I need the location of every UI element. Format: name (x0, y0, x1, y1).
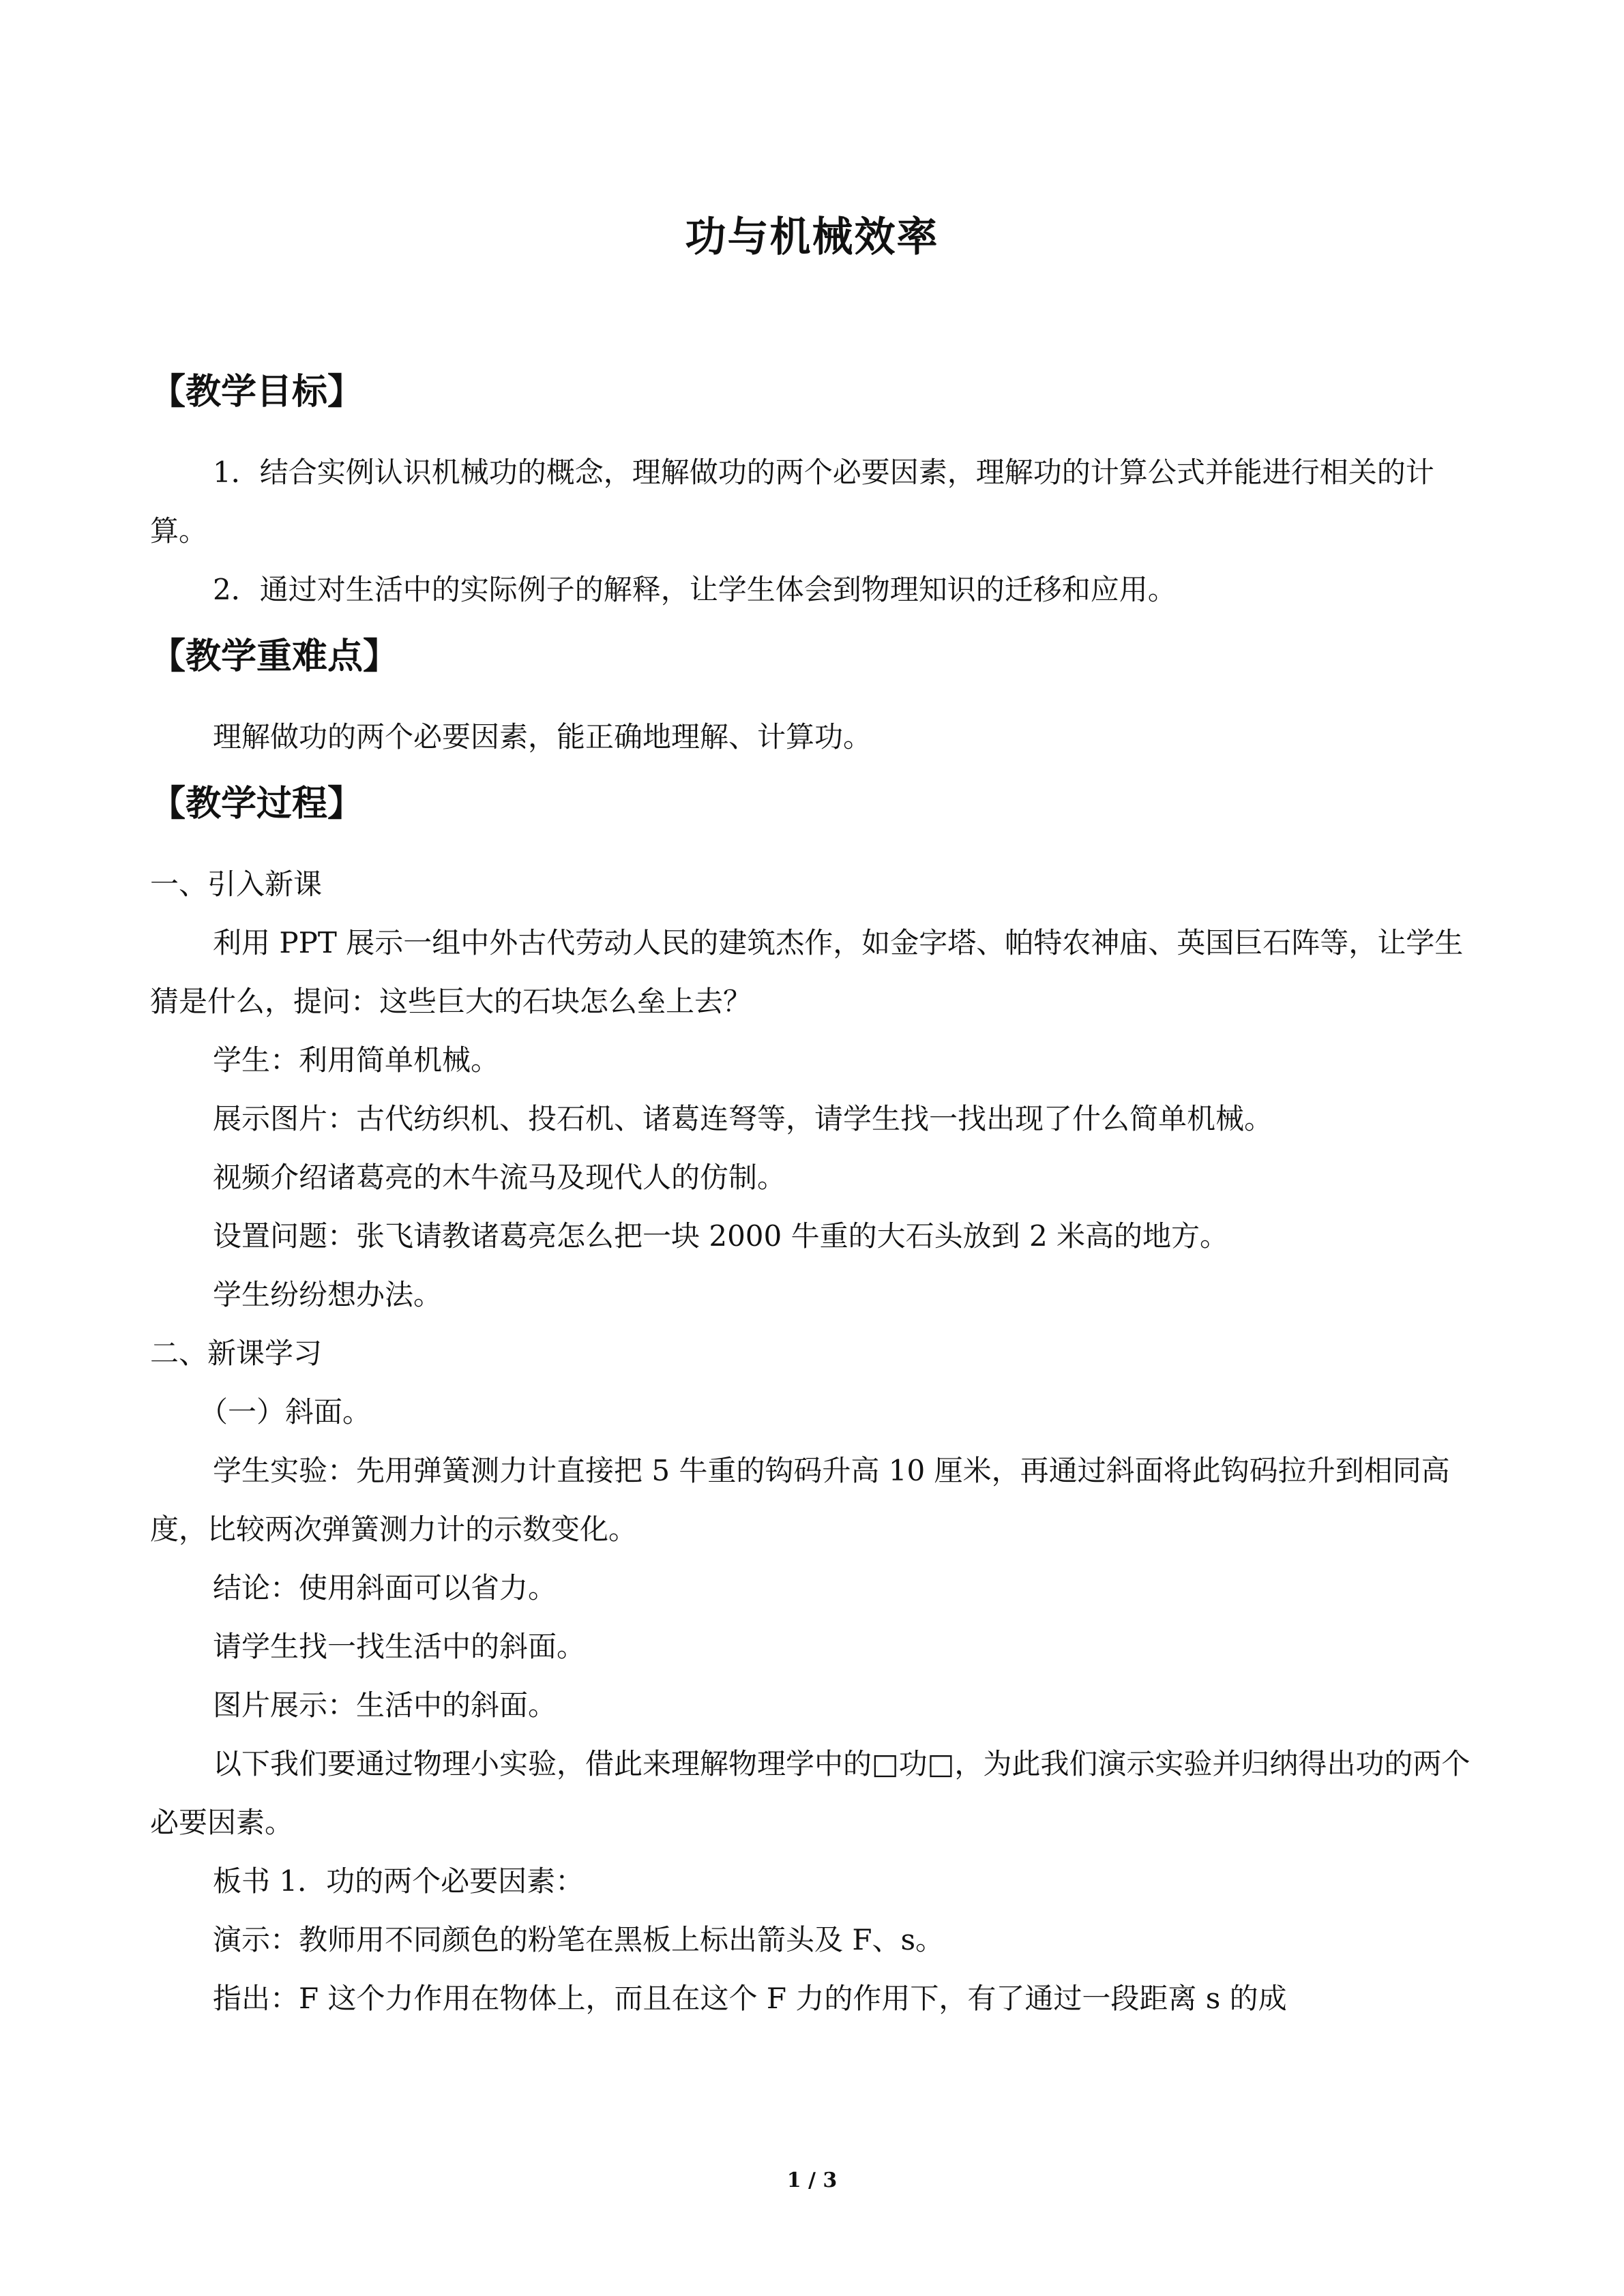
process-heading: 【教学过程】 (150, 784, 364, 824)
page-number: 1 / 3 (786, 2168, 838, 2192)
part1-paragraph-3: 展示图片：古代纺织机、投石机、诸葛连弩等，请学生找一找出现了什么简单机械。 (213, 1102, 1273, 1135)
part2-subheading-1: （一）斜面。 (199, 1395, 372, 1429)
part1-paragraph-5: 设置问题：张飞请教诸葛亮怎么把一块 2000 牛重的大石头放到 2 米高的地方。 (213, 1219, 1229, 1253)
objective-1: 1．结合实例认识机械功的概念，理解做功的两个必要因素，理解功的计算公式并能进行相关的计算。 (150, 456, 1434, 548)
part2-paragraph-8: 指出：F 这个力作用在物体上，而且在这个 F 力的作用下，有了通过一段距离 s 的成 (213, 1982, 1287, 2015)
part1-paragraph-6: 学生纷纷想办法。 (213, 1278, 443, 1311)
document-title: 功与机械效率 (685, 213, 939, 261)
part2-paragraph-1: 学生实验：先用弹簧测力计直接把 5 牛重的钩码升高 10 厘米，再通过斜面将此钩码拉升到相同高度，比较两次弹簧测力计的示数变化。 (150, 1454, 1450, 1546)
part1-paragraph-1: 利用 PPT 展示一组中外古代劳动人民的建筑杰作，如金字塔、帕特农神庙、英国巨石阵等，让学生猜是什么，提问：这些巨大的石块怎么垒上去？ (150, 926, 1464, 1018)
part1-paragraph-4: 视频介绍诸葛亮的木牛流马及现代人的仿制。 (213, 1161, 786, 1194)
part2-paragraph-3: 请学生找一找生活中的斜面。 (213, 1630, 586, 1663)
part1-paragraph-2: 学生：利用简单机械。 (213, 1043, 500, 1077)
part2-paragraph-6: 板书 1．功的两个必要因素： (213, 1864, 585, 1898)
document-body (150, 355, 1487, 2028)
keypoints-text: 理解做功的两个必要因素，能正确地理解、计算功。 (213, 720, 872, 754)
part2-paragraph-5: 以下我们要通过物理小实验，借此来理解物理学中的□功□，为此我们演示实验并归纳得出功的两个必要因素。 (150, 1747, 1471, 1839)
part2-paragraph-4: 图片展示：生活中的斜面。 (213, 1688, 557, 1722)
part2-paragraph-7: 演示：教师用不同颜色的粉笔在黑板上标出箭头及 F、s。 (213, 1923, 945, 1956)
part2-paragraph-2: 结论：使用斜面可以省力。 (213, 1571, 557, 1605)
objective-2: 2．通过对生活中的实际例子的解释，让学生体会到物理知识的迁移和应用。 (213, 573, 1177, 606)
part1-title: 一、引入新课 (150, 867, 323, 901)
part2-title: 二、新课学习 (150, 1337, 323, 1370)
objectives-heading: 【教学目标】 (150, 372, 364, 413)
keypoints-heading: 【教学重难点】 (150, 636, 399, 677)
